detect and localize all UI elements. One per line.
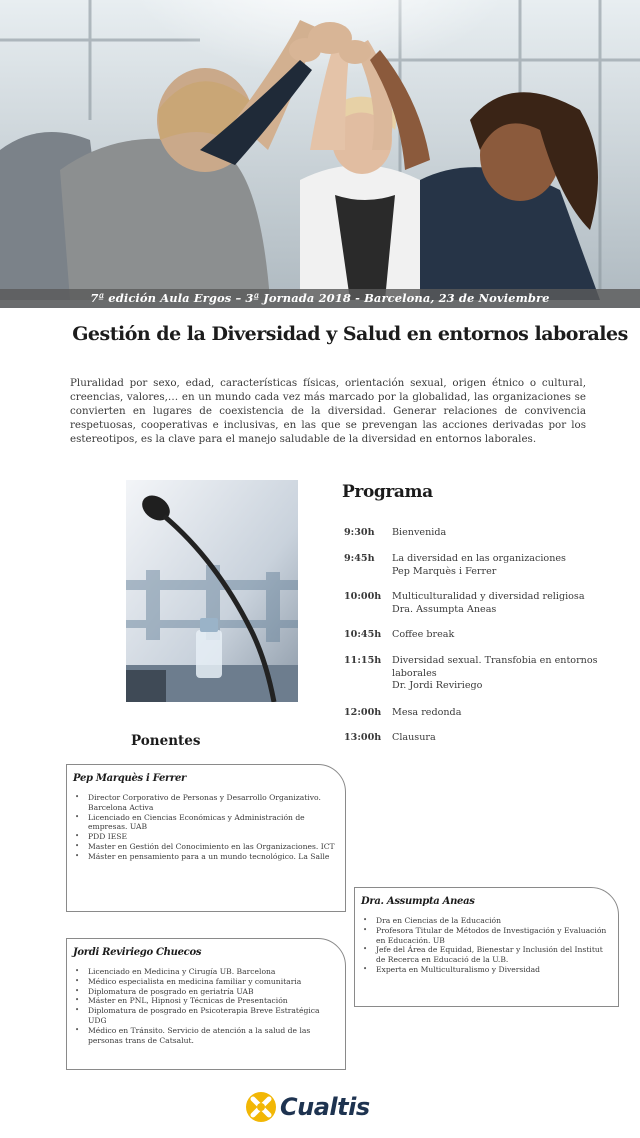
- program-line: Multiculturalidad y diversidad religiosa: [392, 591, 585, 602]
- speaker-bio-item: • Profesora Titular de Métodos de Investigación y Evaluación en Educación. UB: [361, 926, 610, 946]
- edition-text: 7ª edición Aula Ergos – 3ª Jornada 2018 - Barcelona, 23 de Noviembre: [90, 291, 550, 305]
- speaker-bio-item: • Experta en Multiculturalismo y Diversidad: [361, 965, 610, 975]
- program-line: La diversidad en las organizaciones: [392, 553, 566, 564]
- speaker-bio-list: [73, 793, 337, 862]
- cualtis-logo: [244, 1090, 384, 1126]
- ponentes-title: Ponentes: [131, 733, 201, 749]
- cualtis-mark-icon: [244, 1090, 278, 1124]
- microphone-illustration: [126, 480, 298, 702]
- speaker-bio-item: • Licenciado en Ciencias Económicas y Administración de empresas. UAB: [73, 813, 337, 833]
- program-time: 11:15h: [344, 655, 382, 666]
- speaker-bio-item: • Diplomatura de posgrado en Psicoterapia Breve Estratégica UDG: [73, 1006, 337, 1026]
- speaker-bio-item: • Director Corporativo de Personas y Desarrollo Organizativo. Barcelona Activa: [73, 793, 337, 813]
- speaker-bio-item: • Dra en Ciencias de la Educación: [361, 916, 610, 926]
- speaker-bio-item: • Licenciado en Medicina y Cirugía UB. Barcelona: [73, 967, 337, 977]
- program-line: Dr. Jordi Reviriego: [392, 680, 483, 691]
- program-line: Mesa redonda: [392, 707, 462, 718]
- speaker-name: Dra. Assumpta Aneas: [361, 896, 475, 907]
- program-line: laborales: [392, 667, 437, 679]
- speaker-bio-item: • PDD IESE: [73, 832, 337, 842]
- program-time: 10:45h: [344, 629, 382, 640]
- program-time: 12:00h: [344, 707, 382, 718]
- speaker-bio-list: [73, 967, 337, 1045]
- speaker-bio-item: • Master en Gestión del Conocimiento en las Organizaciones. ICT: [73, 842, 337, 852]
- speaker-card-assumpta-aneas: [354, 887, 619, 1007]
- program-line: Clausura: [392, 732, 436, 743]
- program-line: Dra. Assumpta Aneas: [392, 603, 497, 615]
- program-desc: [392, 527, 618, 540]
- speaker-card-jordi-reviriego: [66, 938, 346, 1070]
- speaker-bio-list: [361, 916, 610, 975]
- program-desc: [392, 732, 618, 745]
- page-title: Gestión de la Diversidad y Salud en entornos laborales: [72, 323, 628, 345]
- intro-paragraph: Pluralidad por sexo, edad, características físicas, orientación sexual, origen étnico o cultural, creencias, valores,… en un mundo cada vez más marcado por la globalidad, las organizaciones se convierten en lugares de coexistencia de la diversidad. Generar relaciones de convivencia respetuosas, cooperativas e inclusivas, en las que se prevengan las acciones derivadas por los estereotipos, es la clave para el manejo saludable de la diversidad en entornos laborales.: [70, 377, 586, 445]
- program-line: Diversidad sexual. Transfobia en entornos: [392, 655, 598, 666]
- logo-text: Cualtis: [280, 1093, 370, 1121]
- program-desc: [392, 591, 618, 616]
- program-desc: [392, 553, 618, 578]
- program-desc: [392, 655, 618, 693]
- speaker-bio-item: • Jefe del Área de Equidad, Bienestar y Inclusión del Institut de Recerca en Educació de la U.B.: [361, 945, 610, 965]
- speaker-bio-item: • Diplomatura de posgrado en geriatría UAB: [73, 987, 337, 997]
- program-desc: [392, 629, 618, 642]
- speaker-bio-item: • Médico en Tránsito. Servicio de atención a la salud de las personas trans de Catsalut.: [73, 1026, 337, 1046]
- hero-banner: [0, 0, 640, 308]
- speaker-bio-item: • Máster en pensamiento para a un mundo tecnológico. La Salle: [73, 852, 337, 862]
- program-desc: [392, 707, 618, 720]
- speaker-bio-item: • Máster en PNL, Hipnosi y Técnicas de Presentación: [73, 996, 337, 1006]
- program-line: Pep Marquès i Ferrer: [392, 565, 497, 577]
- program-time: 13:00h: [344, 732, 382, 743]
- program-line: Bienvenida: [392, 527, 447, 538]
- program-time: 10:00h: [344, 591, 382, 602]
- speaker-name: Pep Marquès i Ferrer: [73, 773, 187, 784]
- microphone-photo: [126, 480, 298, 702]
- speaker-bio-item: • Médico especialista en medicina familiar y comunitaria: [73, 977, 337, 987]
- speaker-card-pep-marques: [66, 764, 346, 912]
- hero-photo-illustration: [0, 0, 640, 308]
- program-line: Coffee break: [392, 629, 455, 640]
- programa-title: Programa: [342, 482, 433, 502]
- speaker-name: Jordi Reviriego Chuecos: [73, 947, 202, 958]
- program-time: 9:30h: [344, 527, 375, 538]
- program-time: 9:45h: [344, 553, 375, 564]
